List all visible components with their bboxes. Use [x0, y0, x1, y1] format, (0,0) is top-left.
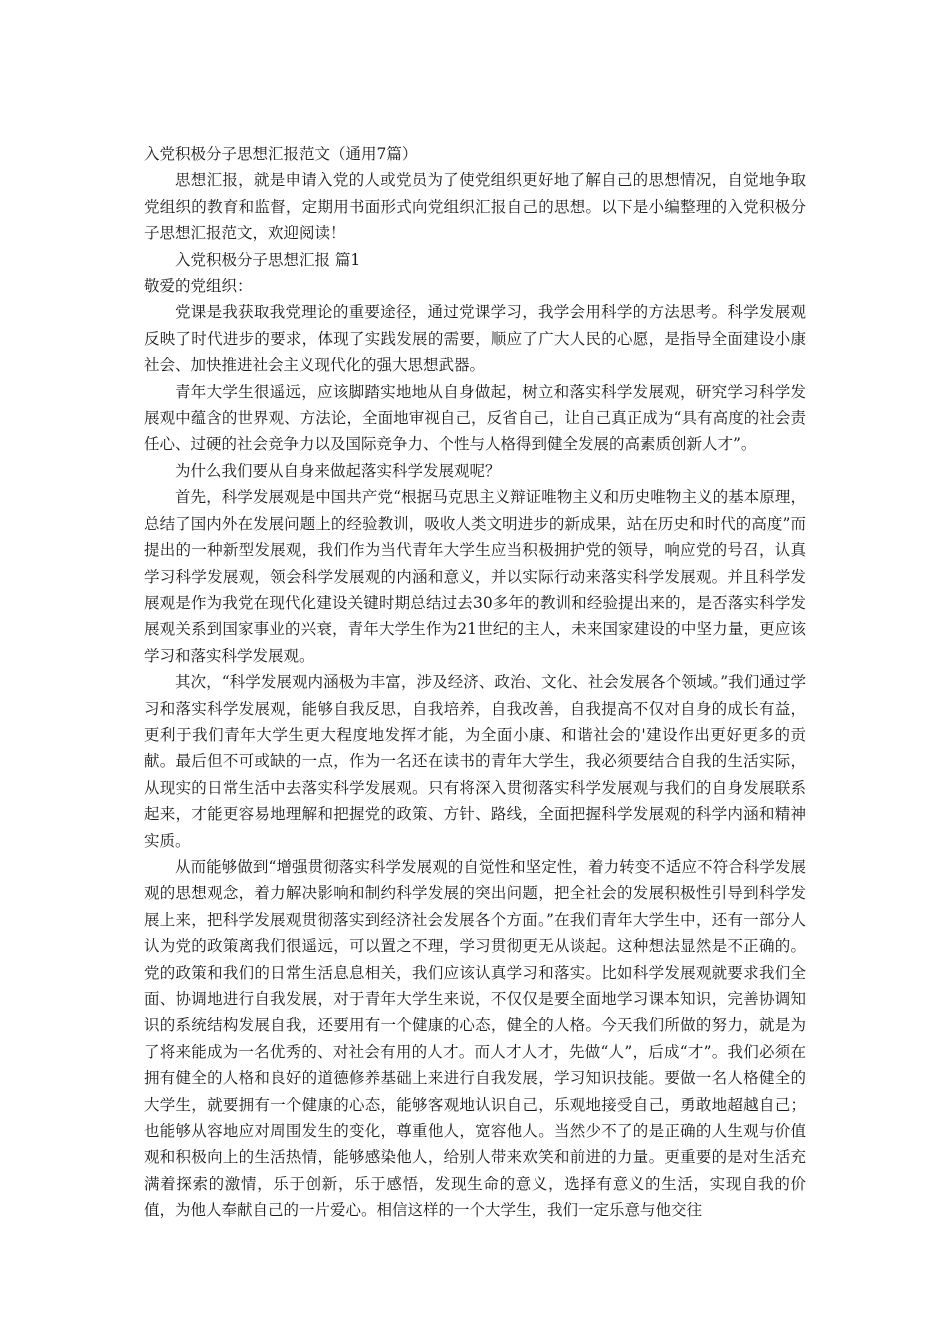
document-title: 入党积极分子思想汇报范文（通用7篇） — [144, 145, 418, 163]
body-paragraph: 首先，科学发展观是中国共产党“根据马克思主义辩证唯物主义和历史唯物主义的基本原理，总结了国内外在发展问题上的经验教训，吸收人类文明进步的新成果，站在历史和时代的高度”而提出的一种新型发展观，我们作为当代青年大学生应当积极拥护党的领导，响应党的号召，认真学习科学发展观，领会科学发展观的内涵和意义，并以实际行动来落实科学发展观。并且科学发展观是作为我党在现代化建设关键时期总结过去30多年的教训和经验提出来的，是否落实科学发展观关系到国家事业的兴衰，青年大学生作为21世纪的主人，未来国家建设的中坚力量，更应该学习和落实科学发展观。 — [144, 488, 806, 665]
document-body — [144, 141, 806, 1224]
body-paragraph: 从而能够做到“增强贯彻落实科学发展观的自觉性和坚定性，着力转变不适应不符合科学发展观的思想观念，着力解决影响和制约科学发展的突出问题，把全社会的发展积极性引导到科学发展上来，把科学发展观贯彻落实到经济社会发展各个方面。”在我们青年大学生中，还有一部分人认为党的政策离我们很遥远，可以置之不理，学习贯彻更无从谈起。这种想法显然是不正确的。党的政策和我们的日常生活息息相关，我们应该认真学习和落实。比如科学发展观就要求我们全面、协调地进行自我发展，对于青年大学生来说，不仅仅是要全面地学习课本知识，完善协调知识的系统结构发展自我，还要用有一个健康的心态，健全的人格。今天我们所做的努力，就是为了将来能成为一名优秀的、对社会有用的人才。而人才人才，先做“人”，后成“才”。我们必须在拥有健全的人格和良好的道德修养基础上来进行自我发展，学习知识技能。要做一名人格健全的大学生，就要拥有一个健康的心态，能够客观地认识自己，乐观地接受自己，勇敢地超越自己；也能够从容地应对周围发生的变化，尊重他人，宽容他人。当然少不了的是正确的人生观与价值观和积极向上的生活热情，能够感染他人，给别人带来欢笑和前进的力量。更重要的是对生活充满着探索的激情，乐于创新，乐于感悟，发现生命的意义，选择有意义的生活，实现自我的价值，为他人奉献自己的一片爱心。相信这样的一个大学生，我们一定乐意与他交往 — [144, 857, 806, 1220]
intro-paragraph: 思想汇报，就是申请入党的人或党员为了使党组织更好地了解自己的思想情况，自觉地争取党组织的教育和监督，定期用书面形式向党组织汇报自己的思想。以下是小编整理的入党积极分子思想汇报范文，欢迎阅读！ — [144, 171, 806, 243]
body-paragraph: 青年大学生很遥远，应该脚踏实地地从自身做起，树立和落实科学发展观，研究学习科学发展观中蕴含的世界观、方法论，全面地审视自己，反省自己，让自己真正成为“具有高度的社会责任心、过硬的社会竞争力以及国际竞争力、个性与人格得到健全发展的高素质创新人才”。 — [144, 382, 806, 454]
body-paragraph: 党课是我获取我党理论的重要途径，通过党课学习，我学会用科学的方法思考。科学发展观反映了时代进步的要求，体现了实践发展的需要，顺应了广大人民的心愿，是指导全面建设小康社会、加快推进社会主义现代化的强大思想武器。 — [144, 303, 806, 375]
salutation: 敬爱的党组织： — [144, 277, 253, 296]
body-paragraph: 其次，“科学发展观内涵极为丰富，涉及经济、政治、文化、社会发展各个领域。”我们通过学习和落实科学发展观，能够自我反思，自我培养，自我改善，自我提高不仅对自身的成长有益，更利于我们青年大学生更大程度地发挥才能，为全面小康、和谐社会的'建设作出更好更多的贡献。最后但不可或缺的一点，作为一名还在读书的青年大学生，我必须要结合自我的生活实际，从现实的日常生活中去落实科学发展观。只有将深入贯彻落实科学发展观与我们的自身发展联系起来，才能更容易地理解和把握党的政策、方针、路线，全面把握科学发展观的科学内涵和精神实质。 — [144, 673, 806, 850]
body-paragraph: 为什么我们要从自身来做起落实科学发展观呢？ — [175, 461, 501, 480]
section-heading: 入党积极分子思想汇报 篇1 — [175, 250, 361, 269]
